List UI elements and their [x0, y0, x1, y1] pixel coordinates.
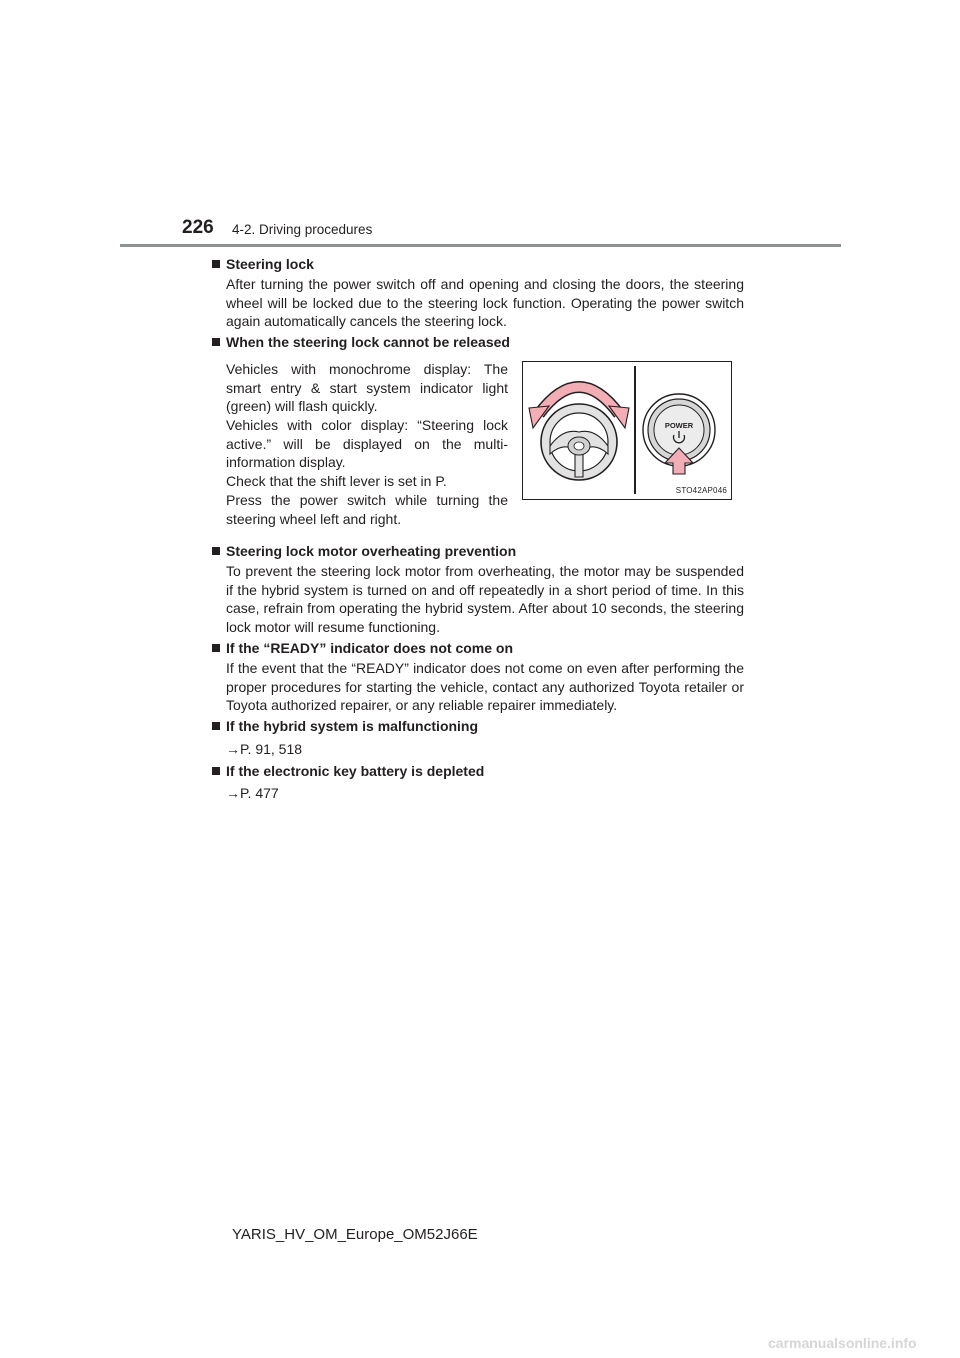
- steering-wheel-icon: [541, 404, 617, 480]
- footer-doc-id: YARIS_HV_OM_Europe_OM52J66E: [232, 1226, 478, 1243]
- page-number: 226: [182, 217, 214, 238]
- bullet-square-icon: [212, 644, 220, 652]
- hybrid-malfunction-ref: →P. 91, 518: [226, 741, 303, 757]
- ready-indicator-text: If the event that the “READY” indicator does not come on even after performing the proper procedures for starting the vehicle, contact any authorized Toyota retailer or Toyota authorized repairer, or any reliable repairer immediately.: [226, 660, 744, 713]
- cannot-release-color-text: Vehicles with color display: “Steering lock active.” will be displayed on the multi-information display.: [226, 417, 508, 470]
- steering-lock-text: After turning the power switch off and opening and closing the doors, the steering wheel will be locked due to the steering lock function. Operating the power switch again automatically cancels the steering lock.: [226, 276, 744, 329]
- cannot-release-press-text: Press the power switch while turning the steering wheel left and right.: [226, 492, 508, 527]
- heading-cannot-release: When the steering lock cannot be released: [212, 332, 510, 352]
- bullet-square-icon: [212, 547, 220, 555]
- watermark: carmanualsonline.info: [768, 1335, 917, 1351]
- heading-steering-lock: Steering lock: [212, 254, 314, 274]
- overheating-text: To prevent the steering lock motor from overheating, the motor may be suspended if the hybrid system is turned on and off repeatedly in a short period of time. In this case, refrain from operating the hybrid system. After about 10 seconds, the steering lock motor will resume functioning.: [226, 563, 744, 635]
- steering-power-illustration: [523, 362, 733, 501]
- heading-ready-indicator: If the “READY” indicator does not come on: [212, 638, 513, 658]
- heading-overheating: Steering lock motor overheating prevention: [212, 541, 516, 561]
- bullet-square-icon: [212, 260, 220, 268]
- cannot-release-shift-text: Check that the shift lever is set in P.: [226, 473, 447, 489]
- section-title: 4-2. Driving procedures: [232, 222, 373, 237]
- power-button-label: POWER: [664, 421, 694, 430]
- steering-power-figure: [522, 361, 732, 500]
- cannot-release-monochrome-text: Vehicles with monochrome display: The smart entry & start system indicator light (green) will flash quickly.: [226, 361, 508, 414]
- key-battery-ref: →P. 477: [226, 785, 279, 801]
- figure-code: STO42AP046: [675, 486, 727, 495]
- bullet-square-icon: [212, 722, 220, 730]
- bullet-square-icon: [212, 338, 220, 346]
- bullet-square-icon: [212, 767, 220, 775]
- heading-hybrid-malfunction: If the hybrid system is malfunctioning: [212, 716, 478, 736]
- header-rule: [120, 244, 841, 247]
- heading-key-battery: If the electronic key battery is depleted: [212, 761, 484, 781]
